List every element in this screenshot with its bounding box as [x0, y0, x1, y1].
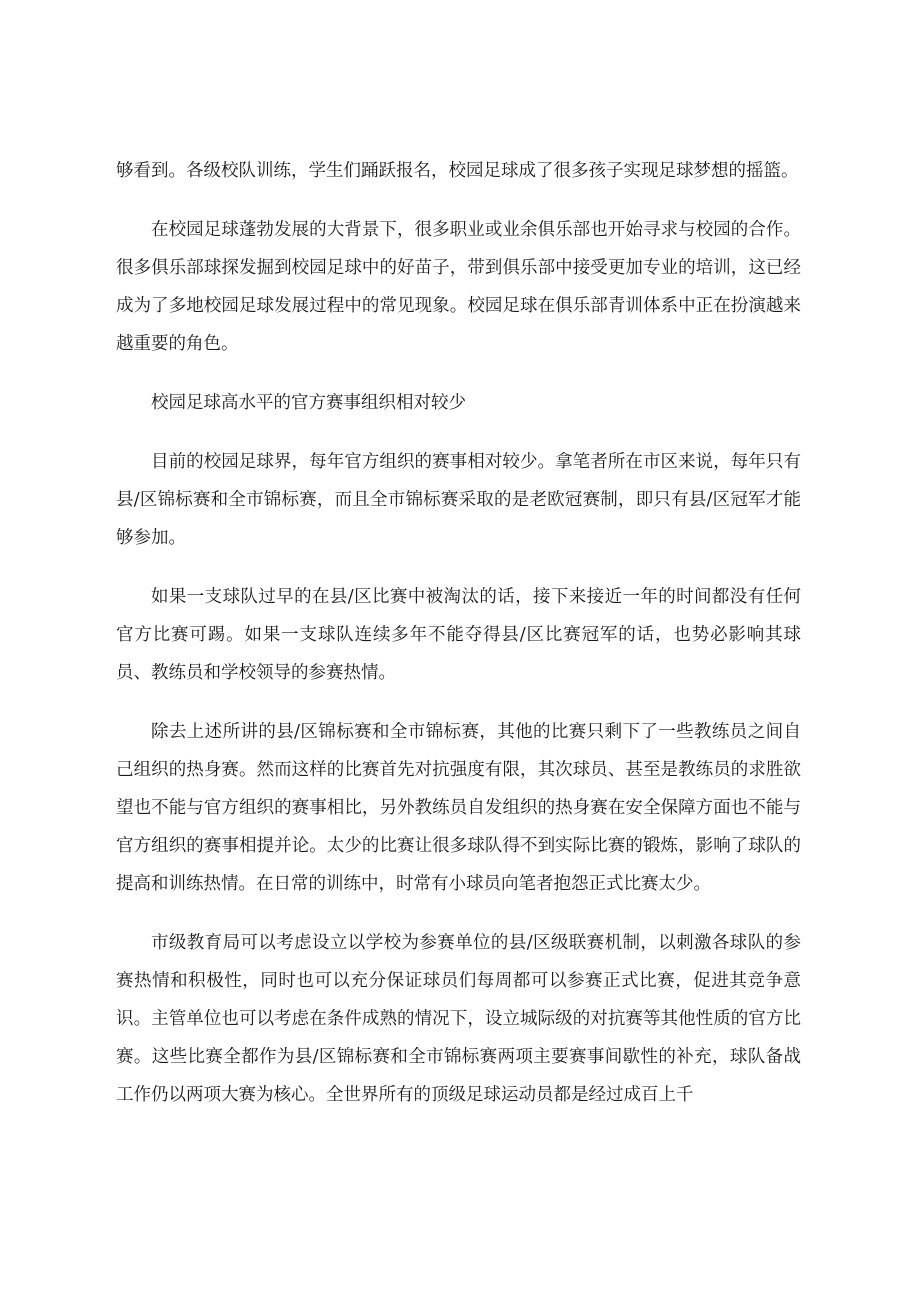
- paragraph-1: 够看到。各级校队训练，学生们踊跃报名，校园足球成了很多孩子实现足球梦想的摇篮。: [116, 161, 799, 181]
- paragraph-3: 目前的校园足球界，每年官方组织的赛事相对较少。拿笔者所在市区来说，每年只有县/区锦标赛和全市锦标赛，而且全市锦标赛采取的是老欧冠赛制，即只有县/区冠军才能够参加。: [116, 452, 801, 548]
- paragraph-2: 在校园足球蓬勃发展的大背景下，很多职业或业余俱乐部也开始寻求与校园的合作。很多俱乐部球探发掘到校园足球中的好苗子，带到俱乐部中接受更加专业的培训，这已经成为了多地校园足球发展过程中的常见现象。校园足球在俱乐部青训体系中正在扮演越来越重要的角色。: [116, 220, 801, 354]
- document-body: [116, 152, 801, 1135]
- section-heading: 校园足球高水平的官方赛事组织相对较少: [151, 393, 466, 413]
- paragraph-5: 除去上述所讲的县/区锦标赛和全市锦标赛，其他的比赛只剩下了一些教练员之间自己组织的热身赛。然而这样的比赛首先对抗强度有限，其次球员、甚至是教练员的求胜欲望也不能与官方组织的赛事相比，另外教练员自发组织的热身赛在安全保障方面也不能与官方组织的赛事相提并论。太少的比赛让很多球队得不到实际比赛的锻炼，影响了球队的提高和训练热情。在日常的训练中，时常有小球员向笔者抱怨正式比赛太少。: [116, 722, 801, 894]
- paragraph-6: 市级教育局可以考虑设立以学校为参赛单位的县/区级联赛机制，以刺激各球队的参赛热情和积极性，同时也可以充分保证球员们每周都可以参赛正式比赛，促进其竞争意识。主管单位也可以考虑在条件成熟的情况下，设立城际级的对抗赛等其他性质的官方比赛。这些比赛全都作为县/区锦标赛和全市锦标赛两项主要赛事间歇性的补充，球队备战工作仍以两项大赛为核心。全世界所有的顶级足球运动员都是经过成百上千: [116, 933, 801, 1105]
- paragraph-4: 如果一支球队过早的在县/区比赛中被淘汰的话，接下来接近一年的时间都没有任何官方比赛可踢。如果一支球队连续多年不能夺得县/区比赛冠军的话，也势必影响其球员、教练员和学校领导的参赛热情。: [116, 587, 801, 683]
